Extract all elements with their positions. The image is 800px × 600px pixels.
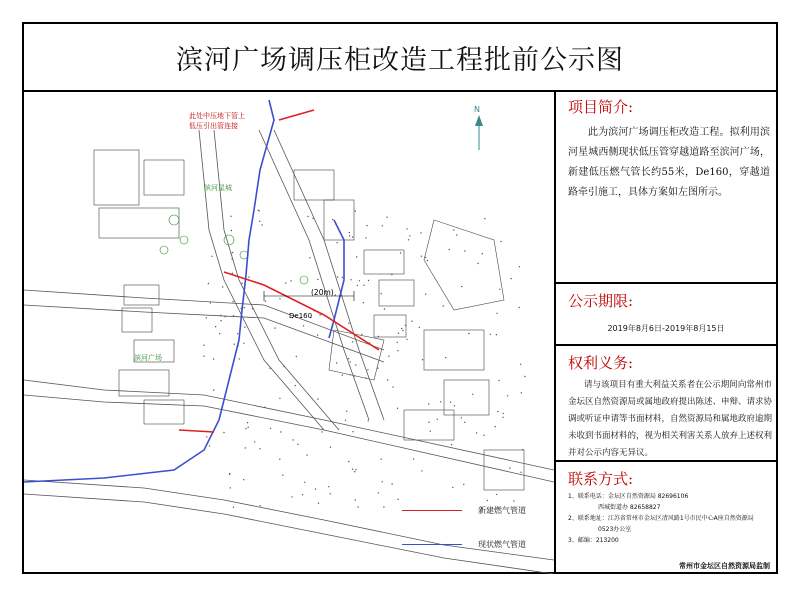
survey-point [445, 357, 446, 358]
survey-point [349, 235, 350, 236]
survey-point [453, 229, 454, 230]
survey-point [422, 359, 423, 360]
project-text: 此为滨河广场调压柜改造工程。拟利用滨河星城西侧现状低压管穿越道路至滨河广场，新建低压燃气管长约55米，De160，穿越道路牵引施工，具体方案如左图所示。 [568, 127, 770, 198]
survey-point [302, 494, 303, 495]
survey-point [495, 426, 496, 427]
survey-point [420, 232, 421, 233]
survey-point [319, 314, 320, 315]
survey-point [520, 472, 521, 473]
survey-point [427, 260, 428, 261]
survey-point [203, 356, 204, 357]
survey-point [406, 228, 407, 229]
survey-point [237, 333, 238, 334]
survey-point [461, 417, 462, 418]
survey-point [391, 483, 392, 484]
survey-point [247, 422, 248, 423]
contact-heading: 联系方式: [568, 470, 634, 488]
survey-point [451, 444, 452, 445]
survey-point [397, 342, 398, 343]
survey-point [348, 358, 349, 359]
buildings [94, 150, 524, 490]
survey-point [279, 298, 280, 299]
survey-point [472, 394, 473, 395]
compass-letter: N [474, 105, 480, 114]
survey-point [350, 361, 351, 362]
survey-point [223, 432, 224, 433]
footer-credit: 常州市金坛区自然资源局监制 [679, 562, 770, 570]
survey-point [443, 305, 444, 306]
survey-point [401, 328, 402, 329]
survey-point [461, 286, 462, 287]
survey-point [252, 308, 253, 309]
survey-point [312, 218, 313, 219]
survey-point [502, 413, 503, 414]
survey-point [321, 431, 322, 432]
survey-point [454, 405, 455, 406]
survey-point [290, 280, 291, 281]
survey-point [342, 277, 343, 278]
survey-point [397, 499, 398, 500]
survey-point [520, 364, 521, 365]
survey-point [234, 344, 235, 345]
survey-point [348, 323, 349, 324]
survey-point [350, 374, 351, 375]
survey-point [220, 315, 221, 316]
survey-point [337, 276, 338, 277]
survey-point [463, 484, 464, 485]
info-panel [554, 90, 778, 574]
survey-point [260, 505, 261, 506]
survey-point [406, 339, 407, 340]
period-section [554, 284, 778, 346]
project-section [554, 90, 778, 284]
survey-point [510, 278, 511, 279]
contact-lines [554, 489, 778, 546]
survey-point [409, 235, 410, 236]
survey-point [382, 481, 383, 482]
survey-point [521, 392, 522, 393]
survey-point [317, 398, 318, 399]
survey-point [233, 315, 234, 316]
survey-point [350, 279, 351, 280]
survey-point [213, 358, 214, 359]
survey-point [208, 283, 209, 284]
survey-point [295, 385, 296, 386]
survey-point [452, 487, 453, 488]
contact-line-1: 1、联系电话：金坛区自然资源局 82696106 [568, 493, 689, 500]
survey-point [254, 441, 255, 442]
survey-point [419, 327, 420, 328]
survey-point [430, 431, 431, 432]
survey-point [381, 293, 382, 294]
survey-point [279, 459, 280, 460]
survey-point [274, 327, 275, 328]
map-length-label: (20m) [311, 288, 334, 297]
survey-point [241, 283, 242, 284]
survey-point [483, 435, 484, 436]
survey-point [524, 376, 525, 377]
survey-point [282, 475, 283, 476]
survey-point [231, 258, 232, 259]
survey-point [243, 343, 244, 344]
survey-point [388, 356, 389, 357]
survey-point [348, 461, 349, 462]
survey-point [349, 232, 350, 233]
survey-point [381, 459, 382, 460]
contact-line-4: 0523办公室 [598, 526, 632, 533]
survey-point [408, 239, 409, 240]
contact-line-5: 3、邮编：213200 [568, 537, 619, 544]
survey-point [387, 379, 388, 380]
survey-points [203, 210, 525, 509]
survey-point [499, 289, 500, 290]
map-area-label-2: 滨河广场 [134, 354, 162, 362]
survey-point [220, 320, 221, 321]
survey-point [456, 234, 457, 235]
survey-point [307, 216, 308, 217]
survey-point [450, 401, 451, 402]
legend-new-label: 新建燃气管道 [478, 505, 526, 515]
survey-point [357, 506, 358, 507]
survey-point [328, 486, 329, 487]
survey-point [397, 350, 398, 351]
survey-point [378, 492, 379, 493]
survey-point [213, 389, 214, 390]
survey-point [239, 358, 240, 359]
survey-point [496, 334, 497, 335]
survey-point [449, 249, 450, 250]
survey-point [285, 282, 286, 283]
survey-point [244, 307, 245, 308]
survey-point [507, 395, 508, 396]
survey-point [315, 488, 316, 489]
survey-point [355, 499, 356, 500]
survey-point [317, 279, 318, 280]
survey-point [421, 470, 422, 471]
legend-new-swatch [402, 510, 462, 511]
survey-point [283, 366, 284, 367]
survey-point [232, 273, 233, 274]
survey-point [203, 345, 204, 346]
survey-point [335, 294, 336, 295]
survey-point [297, 444, 298, 445]
survey-point [496, 494, 497, 495]
survey-point [425, 294, 426, 295]
survey-point [437, 419, 438, 420]
survey-point [244, 326, 245, 327]
survey-point [377, 368, 378, 369]
survey-point [502, 417, 503, 418]
survey-point [354, 471, 355, 472]
survey-point [232, 252, 233, 253]
survey-point [509, 467, 510, 468]
survey-point [219, 333, 220, 334]
survey-point [359, 280, 360, 281]
survey-point [209, 445, 210, 446]
survey-point [336, 362, 337, 363]
map-area-label-1: 滨河星城 [204, 184, 232, 192]
new-gas-pipe [179, 110, 379, 432]
survey-point [468, 333, 469, 334]
survey-point [391, 274, 392, 275]
survey-point [365, 378, 366, 379]
survey-point [482, 253, 483, 254]
contact-line-3: 2、联系地址：江苏省常州市金坛区清风路1号市民中心A座自然资源局 [568, 515, 754, 522]
survey-point [345, 420, 346, 421]
survey-point [291, 496, 292, 497]
survey-point [519, 307, 520, 308]
survey-point [425, 257, 426, 258]
rights-text: 请与该项目有重大利益关系者在公示期间向常州市金坛区自然资源局或属地政府提出陈述、申辩、请求协调或听证申请等书面材料，自然资源局和属地政府逾期未收到书面材料的，视为相关利害关系人放弃上述权利并对公示内容无异议。 [568, 380, 773, 458]
survey-point [366, 225, 367, 226]
survey-point [265, 301, 266, 302]
survey-point [428, 422, 429, 423]
survey-point [248, 427, 249, 428]
period-heading: 公示期限: [568, 292, 634, 310]
legend-existing-row [402, 534, 526, 554]
survey-point [225, 316, 226, 317]
survey-point [264, 407, 265, 408]
survey-point [270, 428, 271, 429]
survey-point [231, 230, 232, 231]
survey-point [363, 285, 364, 286]
survey-point [229, 474, 230, 475]
rights-heading: 权利义务: [568, 354, 634, 372]
survey-point [398, 333, 399, 334]
survey-point [382, 225, 383, 226]
survey-point [464, 250, 465, 251]
survey-point [352, 469, 353, 470]
survey-point [352, 341, 353, 342]
survey-point [363, 302, 364, 303]
survey-point [357, 285, 358, 286]
survey-point [356, 256, 357, 257]
survey-point [293, 439, 294, 440]
contact-section [554, 462, 778, 574]
survey-point [230, 253, 231, 254]
survey-point [368, 280, 369, 281]
survey-point [413, 458, 414, 459]
survey-point [361, 334, 362, 335]
survey-point [346, 411, 347, 412]
survey-point [330, 493, 331, 494]
survey-point [259, 448, 260, 449]
survey-point [402, 330, 403, 331]
survey-point [342, 374, 343, 375]
project-heading: 项目简介: [568, 98, 634, 116]
survey-point [280, 431, 281, 432]
survey-point [490, 334, 491, 335]
survey-point [405, 325, 406, 326]
survey-point [496, 313, 497, 314]
survey-point [259, 210, 260, 211]
survey-point [296, 356, 297, 357]
survey-point [243, 479, 244, 480]
survey-point [352, 236, 353, 237]
survey-point [232, 301, 233, 302]
survey-point [352, 431, 353, 432]
survey-point [500, 241, 501, 242]
survey-point [367, 369, 368, 370]
survey-point [519, 266, 520, 267]
survey-point [233, 507, 234, 508]
survey-point [355, 469, 356, 470]
survey-point [306, 454, 307, 455]
survey-point [330, 447, 331, 448]
map-pipe-spec: De160 [289, 312, 313, 320]
survey-point [336, 242, 337, 243]
survey-point [206, 317, 207, 318]
survey-point [355, 210, 356, 211]
survey-point [392, 386, 393, 387]
survey-point [497, 411, 498, 412]
survey-point [269, 368, 270, 369]
period-dates: 2019年8月6日-2019年8月15日 [607, 324, 725, 333]
survey-point [245, 447, 246, 448]
survey-point [230, 487, 231, 488]
survey-point [304, 482, 305, 483]
survey-point [230, 216, 231, 217]
survey-point [421, 256, 422, 257]
survey-point [222, 286, 223, 287]
survey-point [259, 221, 260, 222]
legend-new-row [402, 500, 526, 520]
survey-point [498, 380, 499, 381]
survey-point [522, 449, 523, 450]
survey-point [368, 420, 369, 421]
map-note-1: 此处中压地下管上 [189, 112, 245, 120]
rights-section [554, 346, 778, 462]
trees [160, 215, 308, 284]
survey-point [248, 277, 249, 278]
survey-point [477, 263, 478, 264]
survey-point [397, 408, 398, 409]
survey-point [206, 436, 207, 437]
survey-point [428, 403, 429, 404]
survey-point [400, 252, 401, 253]
legend [402, 500, 526, 554]
survey-point [210, 302, 211, 303]
survey-point [464, 422, 465, 423]
survey-point [378, 336, 379, 337]
survey-point [411, 321, 412, 322]
poster-frame [22, 22, 778, 574]
survey-point [318, 503, 319, 504]
survey-point [303, 325, 304, 326]
survey-point [383, 506, 384, 507]
contact-line-2: 西城街道办 82658827 [598, 504, 661, 511]
map-note-2: 低压引出管连接 [189, 122, 238, 130]
survey-point [440, 401, 441, 402]
survey-point [386, 217, 387, 218]
page-title: 滨河广场调压柜改造工程批前公示图 [176, 44, 624, 76]
survey-point [245, 428, 246, 429]
site-map [24, 90, 556, 574]
survey-point [384, 308, 385, 309]
survey-point [365, 237, 366, 238]
survey-point [484, 218, 485, 219]
survey-point [309, 257, 310, 258]
survey-point [355, 364, 356, 365]
survey-point [279, 398, 280, 399]
survey-point [215, 326, 216, 327]
survey-point [354, 375, 355, 376]
survey-point [261, 224, 262, 225]
legend-existing-label: 现状燃气管道 [478, 539, 526, 549]
survey-point [211, 256, 212, 257]
north-arrow [475, 115, 483, 150]
survey-point [317, 334, 318, 335]
survey-point [476, 432, 477, 433]
title-bar [24, 24, 776, 92]
survey-point [332, 219, 333, 220]
legend-existing-swatch [402, 544, 462, 545]
